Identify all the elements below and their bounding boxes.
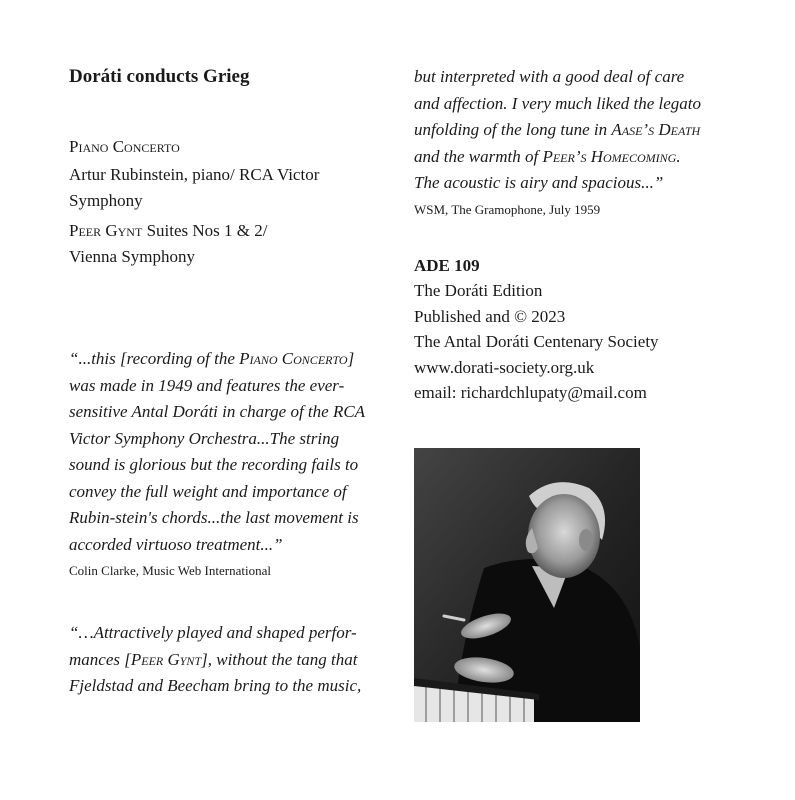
pianist-photo-illustration (414, 448, 640, 722)
society-name: The Antal Doráti Centenary Society (414, 332, 659, 351)
quote-sc-term: Peer Gynt (130, 649, 202, 669)
quote-line: Victor Symphony Orchestra...The string (69, 428, 340, 448)
quote-line: ], without the tang that (201, 649, 358, 669)
right-column (414, 64, 754, 406)
work-peer-gynt (69, 218, 391, 270)
quote-line: mances [ (69, 649, 131, 669)
quote-line-end: ] (347, 349, 355, 368)
quote-line: but interpreted with a good deal of care (414, 67, 685, 86)
quote-line: unfolding of the long tune in (414, 120, 612, 139)
copyright-line: Published and © 2023 (414, 306, 566, 326)
quote-line: The acoustic is airy and spacious...” (414, 173, 664, 192)
pianist-photo (414, 448, 640, 722)
quote-wsm-attribution: WSM, The Gramophone, July 1959 (414, 201, 601, 217)
website-link[interactable]: www.dorati-society.org.uk (414, 357, 595, 377)
work-piano-concerto-title: Piano Concerto (69, 137, 180, 156)
performers-line-2: Symphony (69, 191, 143, 210)
quote-line: Rubin-stein's chords...the last movement is (69, 508, 359, 527)
email-link[interactable]: email: richardchlupaty@mail.com (414, 383, 647, 402)
quote-line: accorded virtuoso treatment...” (69, 534, 283, 554)
page-title: Doráti conducts Grieg (69, 66, 250, 87)
quote-wsm-continued (414, 64, 754, 219)
quote-clarke (69, 346, 391, 580)
left-column (69, 64, 391, 700)
peer-gynt-performers: Vienna Symphony (69, 247, 195, 266)
quote-clarke-attribution: Colin Clarke, Music Web International (69, 563, 271, 578)
quote-line: and the warmth of (414, 146, 543, 166)
quote-line: Fjeldstad and Beecham bring to the music, (69, 676, 362, 695)
performers-line-1: Artur Rubinstein, piano/ RCA Victor (69, 165, 320, 184)
quote-line: sensitive Antal Doráti in charge of the RCA (69, 402, 366, 421)
quote-wsm-text-continued (414, 64, 754, 197)
quote-wsm-start (69, 620, 391, 700)
quote-line: “…Attractively played and shaped perfor- (69, 623, 357, 642)
quote-wsm-text-start (69, 620, 391, 700)
quote-line: “...this [recording of the (69, 349, 240, 368)
quote-line: convey the full weight and importance of (69, 481, 347, 501)
work-piano-concerto-performers (69, 162, 391, 214)
quote-sc-term: Aase’s Death (611, 120, 701, 139)
edition-info (414, 253, 754, 406)
edition-name: The Doráti Edition (414, 281, 543, 300)
quote-line: and affection. I very much liked the legato (414, 93, 702, 113)
peer-gynt-suites: Suites Nos 1 & 2/ (142, 221, 268, 240)
peer-gynt-title: Peer Gynt (69, 221, 143, 240)
quote-line: . (676, 146, 681, 166)
quote-sc-term: Peer’s Homecoming (542, 146, 677, 166)
quote-clarke-text (69, 346, 391, 558)
quote-sc-term: Piano Concerto (239, 349, 348, 368)
catalogue-number: ADE 109 (414, 255, 480, 275)
quote-line: was made in 1949 and features the ever- (69, 375, 345, 395)
quote-line: sound is glorious but the recording fails to (69, 455, 359, 474)
